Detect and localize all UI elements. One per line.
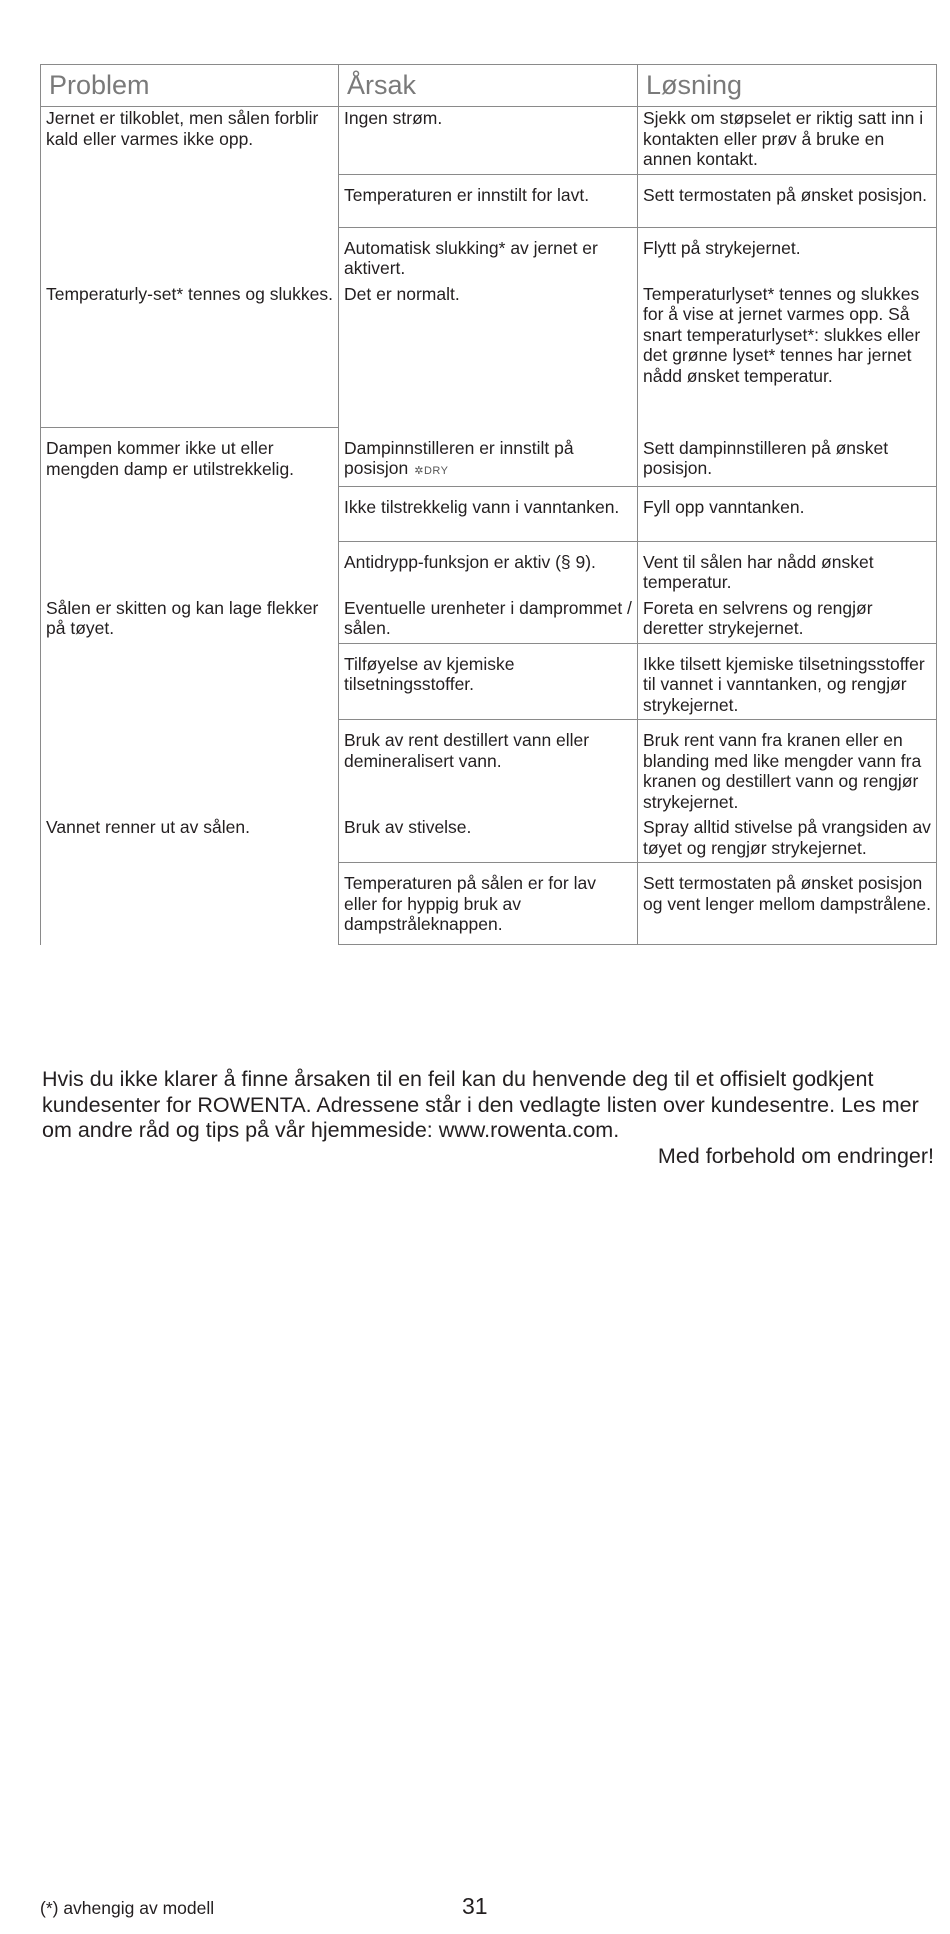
problem-cell: Temperaturly-set* tennes og slukkes. [41,283,339,428]
header-problem: Problem [41,65,339,107]
cause-cell: Ikke tilstrekkelig vann i vanntanken. [339,486,638,541]
cause-cell: Temperaturen på sålen er for lav eller for hyppig bruk av dampstråleknappen. [339,863,638,945]
troubleshooting-table [40,64,937,945]
solution-cell: Bruk rent vann fra kranen eller en blanding med like mengder vann fra kranen og destillert vann og rengjør strykejernet. [638,720,937,817]
solution-cell: Spray alltid stivelse på vrangsiden av tøyet og rengjør strykejernet. [638,816,937,863]
solution-cell: Ikke tilsett kjemiske tilsetningsstoffer til vannet i vanntanken, og rengjør strykejernet. [638,643,937,720]
solution-cell: Fyll opp vanntanken. [638,486,937,541]
steam-dry-icon: ✲DRY [414,465,449,477]
table-row [41,428,937,487]
solution-cell: Sett termostaten på ønsket posisjon og vent lenger mellom dampstrålene. [638,863,937,945]
header-cause: Årsak [339,65,638,107]
problem-cell: Dampen kommer ikke ut eller mengden damp er utilstrekkelig. [41,428,339,597]
table-row [41,816,937,863]
solution-cell: Vent til sålen har nådd ønsket temperatur. [638,541,937,597]
cause-cell: Eventuelle urenheter i damprommet / sålen. [339,597,638,644]
footnote: (*) avhengig av modell [40,1898,215,1918]
cause-cell [339,428,638,487]
problem-cell: Jernet er tilkoblet, men sålen forblir kald eller varmes ikke opp. [41,107,339,283]
solution-cell: Sjekk om støpselet er riktig satt inn i kontakten eller prøv å bruke en annen kontakt. [638,107,937,175]
cause-cell: Bruk av stivelse. [339,816,638,863]
solution-cell: Sett termostaten på ønsket posisjon. [638,174,937,227]
table-row [41,283,937,428]
cause-cell: Automatisk slukking* av jernet er aktivert. [339,227,638,283]
cause-text: Dampinnstilleren er innstilt på posisjon [344,437,574,478]
footer-note [42,1067,934,1169]
disclaimer-text: Med forbehold om endringer! [657,1143,934,1168]
footer-text: Hvis du ikke klarer å finne årsaken til en feil kan du henvende deg til et offisielt godkjent kundesenter for ROWENTA. Adressene står i den vedlagte listen over kundesentre. Les mer om andre råd og tips på vår hjemmeside: www.rowenta.com. [42,1067,919,1142]
cause-cell: Tilføyelse av kjemiske tilsetningsstoffer. [339,643,638,720]
problem-cell: Sålen er skitten og kan lage flekker på tøyet. [41,597,339,817]
table-row [41,107,937,175]
table-header-row [41,65,937,107]
cause-cell: Ingen strøm. [339,107,638,175]
table-row [41,597,937,644]
problem-cell: Vannet renner ut av sålen. [41,816,339,945]
solution-cell: Sett dampinnstilleren på ønsket posisjon. [638,428,937,487]
solution-cell: Foreta en selvrens og rengjør deretter strykejernet. [638,597,937,644]
solution-cell: Temperaturlyset* tennes og slukkes for å vise at jernet varmes opp. Så snart temperaturlyset*: slukkes eller det grønne lyset* tennes har jernet nådd ønsket temperatur. [638,283,937,428]
cause-cell: Bruk av rent destillert vann eller demineralisert vann. [339,720,638,817]
solution-cell: Flytt på strykejernet. [638,227,937,283]
cause-cell: Det er normalt. [339,283,638,428]
header-solution: Løsning [638,65,937,107]
cause-cell: Antidrypp-funksjon er aktiv (§ 9). [339,541,638,597]
page-number: 31 [462,1893,488,1919]
cause-cell: Temperaturen er innstilt for lavt. [339,174,638,227]
